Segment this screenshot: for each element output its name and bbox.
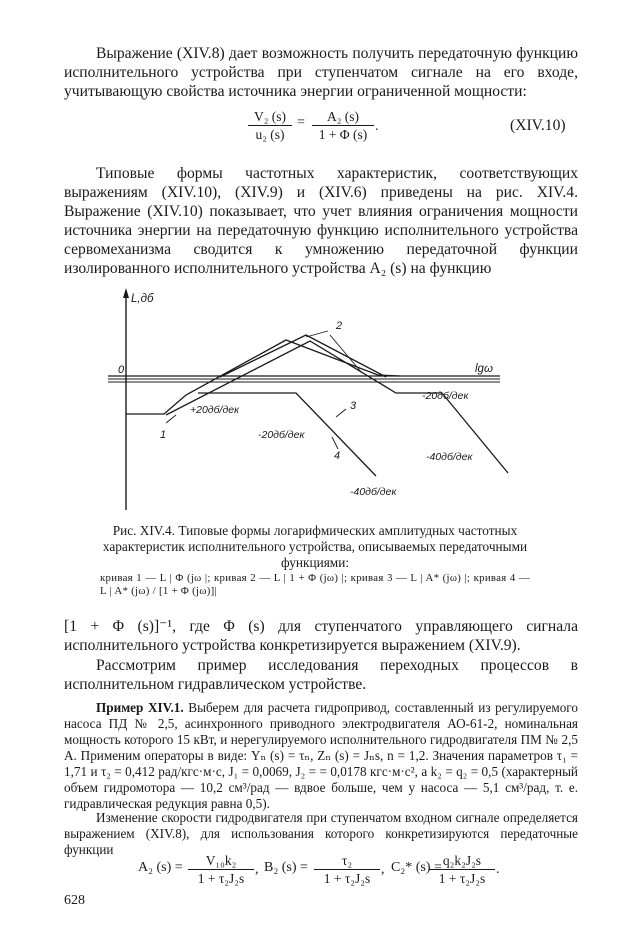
x-axis-label: lgω	[475, 363, 493, 375]
curve-label-1: 1	[160, 429, 167, 441]
eq10-rhs-denominator: 1 + Φ (s)	[312, 125, 374, 143]
eqf-c-fraction	[429, 852, 495, 887]
slope-label-minus40-b: -40дб/дек	[350, 486, 397, 498]
eqf-a-lhs: A₂ (s) =	[138, 860, 183, 875]
eq10-rhs-fraction	[312, 108, 374, 143]
curve-label-4: 4	[334, 450, 341, 462]
curve-1	[126, 340, 400, 414]
origin-label: 0	[118, 364, 125, 376]
figure-caption: Рис. XIV.4. Типовые формы логарифмических амплитудных частотных характеристик исполнительного устройства, описываемых передаточными функциями:	[102, 523, 528, 570]
eqf-a-numerator: V₁₀k₂	[205, 853, 237, 868]
y-axis-label: L,дб	[131, 293, 154, 305]
leader-2a	[306, 331, 328, 337]
eqf-b-lhs: B₂ (s) =	[264, 860, 308, 875]
slope-label-minus40-a: -40дб/дек	[426, 451, 473, 463]
eqf-c-denominator: 1 + τ₂J₂s	[429, 869, 495, 887]
eq10-period: .	[375, 119, 379, 134]
leader-1	[166, 415, 176, 423]
curve-2	[220, 335, 386, 377]
eqf-c-period: .	[496, 862, 500, 877]
leader-3	[336, 409, 346, 417]
page-number: 628	[64, 893, 85, 908]
paragraph-example-intro: Рассмотрим пример исследования переходных процессов в исполнительном гидравлическом устройстве.	[64, 657, 578, 693]
curve-label-2: 2	[336, 320, 343, 332]
y-axis-arrow	[123, 288, 129, 298]
paragraph-typical-forms: Типовые формы частотных характеристик, соответствующих выражениям (XIV.10), (XIV.9) и (XIV.6) приведены на рис. XIV.4. Выражение (XIV.10) показывает, что учет влияния ограничения мощности источника энергии на передаточную функцию исполнительного устройства сервомеханизма сводится к умножению передаточной функции изолированного исполнительного устройства A₂ (s) на функцию	[64, 165, 578, 277]
eqf-c-lhs: C₂* (s) =	[391, 860, 442, 875]
leader-4	[332, 437, 338, 449]
example-text: Выберем для расчета гидропривод, составленный из регулируемого насоса ПД № 2,5, асинхронного приводного электродвигателя АО-61-2, номинальная мощность которого 15 кВт, и нерегулируемого исполнительного гидродвигателя ПМ № 2,5 А. Применим операторы в виде: Yₙ (s) = τₙ, Zₙ (s) = Jₙs, n = 1,2. Значения параметров τ₁ = 1,71 и τ₂ = 0,412 рад/кгс·м·с, J₁ = 0,0069, J₂ = = 0,0178 кгс·м·с², а k₂ = q₂ = 0,5 (характерный объем гидромотора — 10,2 см³/рад — вдвое больше, чем у насоса — 5,1 см³/рад, т. е. гидравлическая редукция равна 0,5).	[64, 700, 578, 811]
example-paragraph	[64, 700, 578, 812]
paragraph-intro: Выражение (XIV.8) дает возможность получить передаточную функцию исполнительного устройства при ступенчатом сигнале на его входе, учитывающую свойства источника энергии ограниченной мощности:	[64, 45, 578, 100]
eqf-a-denominator: 1 + τ₂J₂s	[188, 869, 254, 887]
eq10-lhs-fraction	[248, 108, 292, 143]
slope-label-minus20-a: -20дб/дек	[258, 429, 305, 441]
figure-caption-curves: кривая 1 — L | Φ (jω |; кривая 2 — L | 1 + Φ (jω) |; кривая 3 — L | A* (jω) |; кривая 4 — L | A* (jω) / [1 + Φ (jω)]|	[100, 572, 530, 597]
equation-number: (XIV.10)	[510, 117, 566, 134]
figure-frequency-characteristics	[100, 285, 530, 520]
eqf-c-numerator: q₂k₂J₂s	[442, 853, 482, 868]
paragraph-transfer-functions: Изменение скорости гидродвигателя при ступенчатом входном сигнале определяется выражением (XIV.8), для использования которого конкретизируются передаточные функции	[64, 810, 578, 857]
eq10-lhs-numerator: V₂ (s)	[253, 109, 287, 124]
curve-label-3: 3	[350, 400, 357, 412]
eqf-b-numerator: τ₂	[341, 853, 353, 868]
eq10-lhs-denominator: u₂ (s)	[248, 125, 292, 143]
eqf-a-fraction	[188, 852, 254, 887]
slope-label-plus20: +20дб/дек	[190, 404, 240, 416]
example-label: Пример XIV.1.	[96, 700, 184, 715]
eqf-b-denominator: 1 + τ₂J₂s	[314, 869, 380, 887]
eqf-b-comma: ,	[381, 862, 385, 877]
paragraph-continuation: [1 + Φ (s)]⁻¹, где Φ (s) для ступенчатого управляющего сигнала исполнительного устройства конкретизируется выражением (XIV.9).	[64, 618, 578, 654]
eqf-a-comma: ,	[255, 862, 259, 877]
leader-2b	[330, 335, 362, 373]
eq10-rhs-numerator: A₂ (s)	[326, 109, 360, 124]
slope-label-minus20-b: -20дб/дек	[422, 390, 469, 402]
eqf-b-fraction	[314, 852, 380, 887]
eq10-equals: =	[297, 115, 305, 130]
